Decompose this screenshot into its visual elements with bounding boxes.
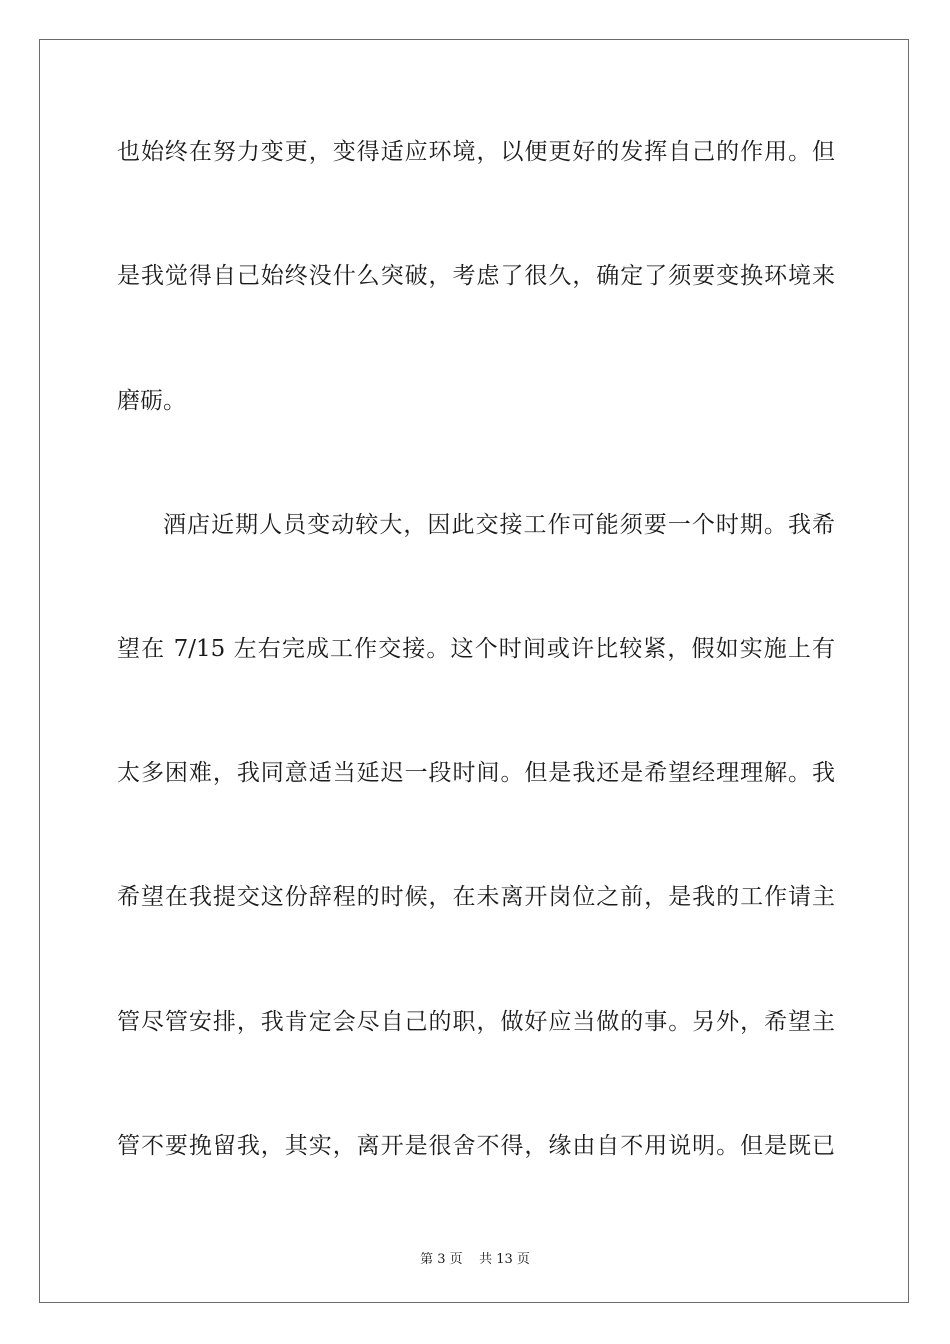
text-line-5: 望在 7/15 左右完成工作交接。这个时间或许比较紧，假如实施上有 xyxy=(117,636,835,662)
text-line-6: 太多困难，我同意适当延迟一段时间。但是我还是希望经理理解。我 xyxy=(117,760,835,786)
page-frame xyxy=(39,39,909,1303)
text-line-4: 酒店近期人员变动较大，因此交接工作可能须要一个时期。我希 xyxy=(163,512,835,538)
text-line-3: 磨砺。 xyxy=(117,388,186,414)
text-line-7: 希望在我提交这份辞程的时候，在未离开岗位之前，是我的工作请主 xyxy=(117,884,835,910)
text-line-1: 也始终在努力变更，变得适应环境，以便更好的发挥自己的作用。但 xyxy=(117,139,835,165)
page-number-footer: 第 3 页 共 13 页 xyxy=(420,1252,530,1267)
text-line-8: 管尽管安排，我肯定会尽自己的职，做好应当做的事。另外，希望主 xyxy=(117,1009,835,1035)
text-line-2: 是我觉得自己始终没什么突破，考虑了很久，确定了须要变换环境来 xyxy=(117,263,835,289)
text-line-9: 管不要挽留我，其实，离开是很舍不得，缘由自不用说明。但是既已 xyxy=(117,1133,835,1159)
